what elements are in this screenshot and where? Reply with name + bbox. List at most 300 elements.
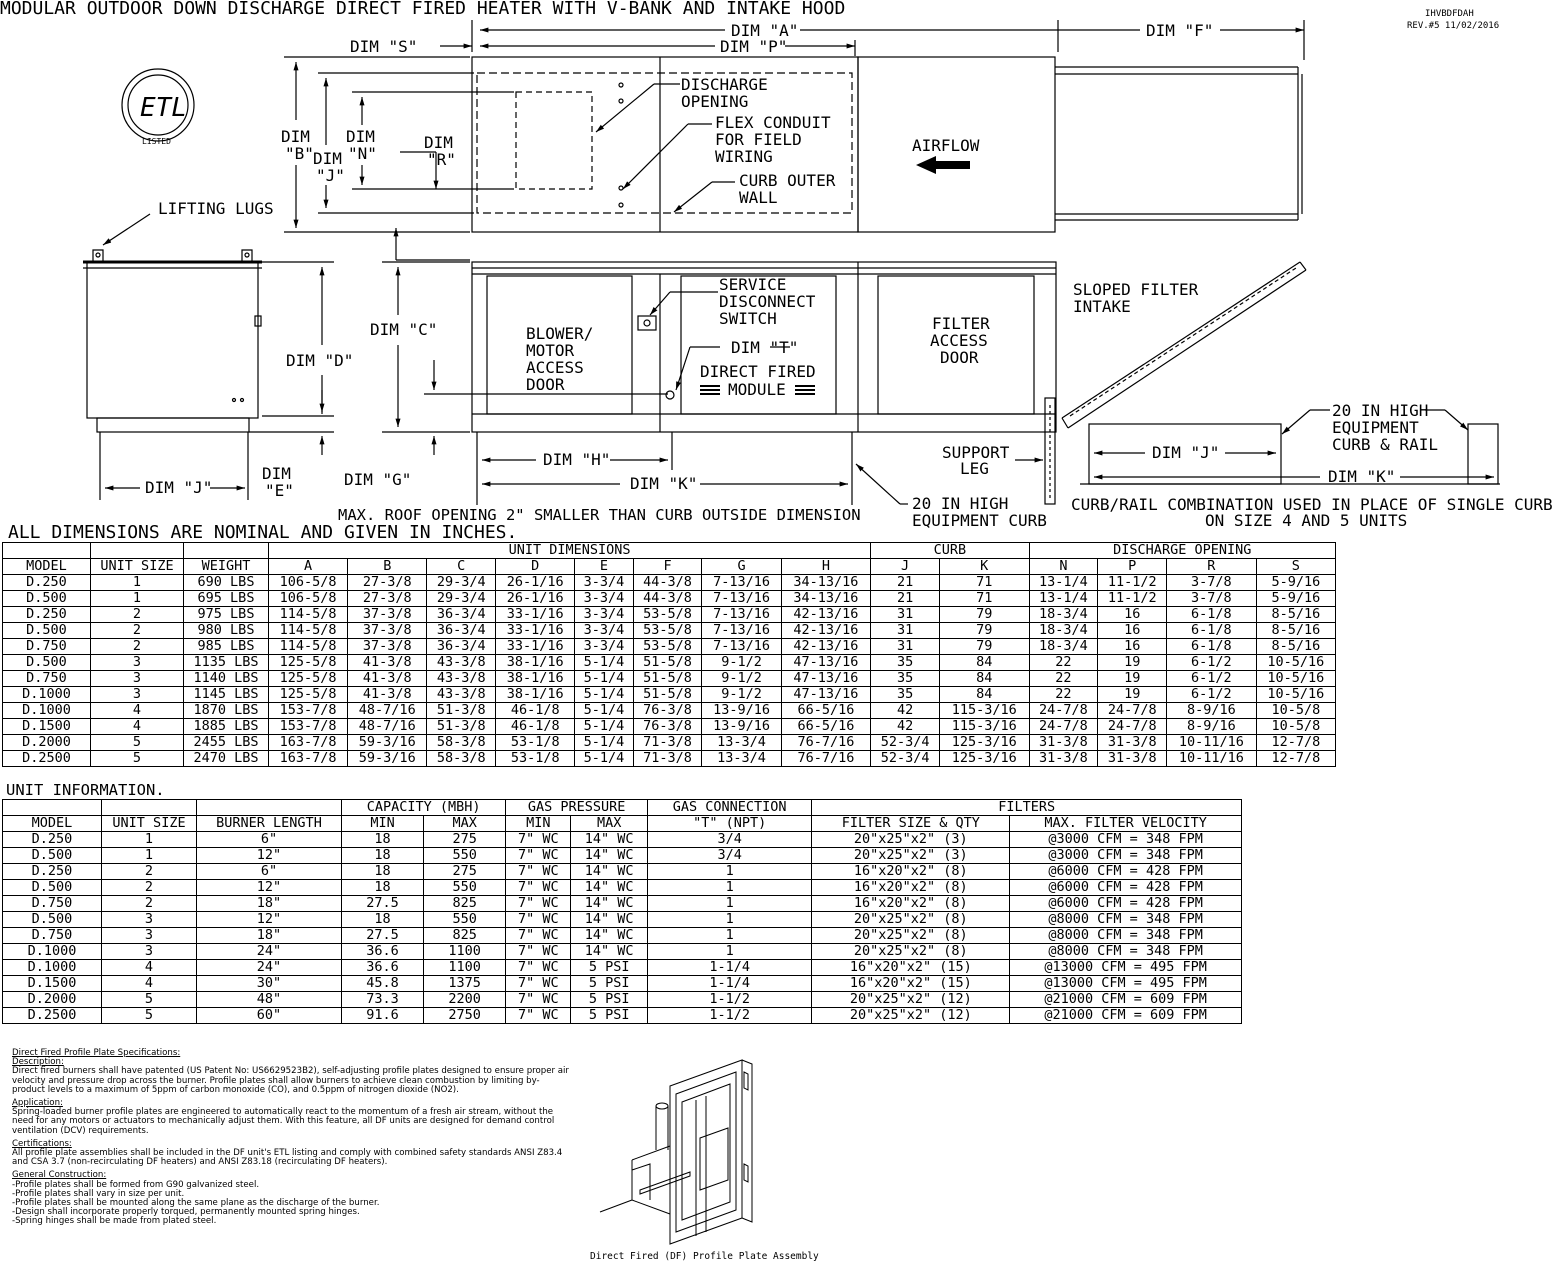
table-cell: 975 LBS (184, 607, 269, 623)
table-cell: 2 (102, 880, 197, 896)
table-cell: 3-3/4 (575, 639, 633, 655)
discharge-label-1: DISCHARGE (681, 75, 768, 94)
dim-f-label: DIM "F" (1146, 21, 1214, 40)
table-cell: 20"x25"x2" (8) (812, 944, 1010, 960)
table-row (3, 896, 1242, 912)
table-cell: D.1000 (3, 944, 102, 960)
table-row (3, 719, 1336, 735)
table-cell: 1-1/4 (648, 960, 812, 976)
table-cell: 7-13/16 (702, 639, 781, 655)
filters-header: FILTERS (812, 800, 1242, 816)
table-header-row (3, 559, 1336, 575)
construction-item: -Profile plates shall be mounted along the same plane as the discharge of the burner. (12, 1198, 380, 1209)
table-row (3, 976, 1242, 992)
table-cell: 47-13/16 (781, 687, 871, 703)
table-cell: 1135 LBS (184, 655, 269, 671)
table-cell: 59-3/16 (348, 735, 427, 751)
table-cell: 18-3/4 (1029, 623, 1098, 639)
table-cell: 16"x20"x2" (8) (812, 864, 1010, 880)
table-cell: 1870 LBS (184, 703, 269, 719)
table-cell: 7" WC (506, 976, 571, 992)
table-cell: 18 (342, 912, 424, 928)
table-cell: 8-9/16 (1167, 703, 1257, 719)
table-cell: D.500 (3, 880, 102, 896)
table-row (3, 848, 1242, 864)
table-cell: 12-7/8 (1256, 751, 1335, 767)
table-cell: 275 (424, 864, 506, 880)
table-cell: 18 (342, 864, 424, 880)
description-text: Direct fired burners shall have patented (US Patent No: US6629523B2), self-adjusting profile plates designed to ensure proper air velocity and pressure drop across the burner. Profile plates shall allow burners to achieve clean combustion by limiting by-product levels to a maximum of 5ppm of carbon monoxide (CO), and 0.5ppm of nitrogen dioxide (NO2). (12, 1066, 569, 1095)
construction-heading: General Construction: (12, 1170, 107, 1181)
table-cell: @6000 CFM = 428 FPM (1010, 896, 1242, 912)
table-cell: 10-11/16 (1167, 735, 1257, 751)
table-cell: 46-1/8 (496, 703, 575, 719)
table-cell: 52-3/4 (871, 751, 940, 767)
table-cell: D.750 (3, 671, 91, 687)
table-cell: 1100 (424, 960, 506, 976)
nominal-note: ALL DIMENSIONS ARE NOMINAL AND GIVEN IN INCHES. (8, 522, 518, 543)
table-cell: 37-3/8 (348, 623, 427, 639)
table-cell: 41-3/8 (348, 687, 427, 703)
table-row (3, 623, 1336, 639)
table-cell: 59-3/16 (348, 751, 427, 767)
table-cell: 3 (102, 928, 197, 944)
table-cell: 7" WC (506, 864, 571, 880)
table-cell: 31-3/8 (1098, 735, 1167, 751)
table-row (3, 928, 1242, 944)
table-cell: 1 (648, 864, 812, 880)
table-cell: 1-1/4 (648, 976, 812, 992)
df-module-label-1: DIRECT FIRED (700, 362, 816, 381)
table-cell: 5-1/4 (575, 655, 633, 671)
table-cell: 34-13/16 (781, 575, 871, 591)
table-cell: 24" (197, 944, 342, 960)
gas-connection-header: GAS CONNECTION (648, 800, 812, 816)
service-label-2: DISCONNECT (719, 292, 816, 311)
table-cell: 36-3/4 (427, 607, 496, 623)
table-cell: 3-3/4 (575, 591, 633, 607)
table-cell: 31-3/8 (1098, 751, 1167, 767)
table-cell: 163-7/8 (269, 751, 348, 767)
table-cell: @3000 CFM = 348 FPM (1010, 848, 1242, 864)
table-cell: 71-3/8 (633, 751, 702, 767)
table-cell: 125-5/8 (269, 671, 348, 687)
table-cell: 8-5/16 (1256, 623, 1335, 639)
table-cell: 73.3 (342, 992, 424, 1008)
curb-rail-note-1: CURB/RAIL COMBINATION USED IN PLACE OF SINGLE CURB (1071, 495, 1553, 514)
table-cell: 7-13/16 (702, 607, 781, 623)
table-cell: 4 (91, 719, 184, 735)
table-cell: 7" WC (506, 896, 571, 912)
table-row (3, 880, 1242, 896)
table-cell: 36.6 (342, 960, 424, 976)
table-cell: 14" WC (571, 848, 648, 864)
table-cell: 20"x25"x2" (12) (812, 992, 1010, 1008)
construction-item: -Profile plates shall be formed from G90 galvanized steel. (12, 1179, 260, 1190)
table-cell: 14" WC (571, 928, 648, 944)
table-cell: 5 PSI (571, 976, 648, 992)
table-cell: 550 (424, 848, 506, 864)
table-cell: 38-1/16 (496, 671, 575, 687)
application-heading: Application: (12, 1098, 63, 1109)
table-cell: 76-7/16 (781, 735, 871, 751)
svg-text:ETL: ETL (140, 93, 187, 123)
certifications-heading: Certifications: (12, 1138, 72, 1149)
table-row (3, 992, 1242, 1008)
table-cell: 58-3/8 (427, 751, 496, 767)
certifications-text: All profile plate assemblies shall be included in the DF unit's ETL listing and comply with combined safety standards ANSI Z83.4 and CSA 3.7 (non-recirculating DF heaters) and ANSI Z83.18 (recirculating DF heaters). (12, 1148, 563, 1168)
table-cell: 5-1/4 (575, 735, 633, 751)
table-cell: 20"x25"x2" (8) (812, 928, 1010, 944)
column-header: MAX. FILTER VELOCITY (1010, 816, 1242, 832)
column-header: S (1256, 559, 1335, 575)
table-cell: 30" (197, 976, 342, 992)
filter-door-label-3: DOOR (940, 348, 979, 367)
table-cell: 3 (91, 655, 184, 671)
table-cell: 18-3/4 (1029, 639, 1098, 655)
table-cell: 29-3/4 (427, 591, 496, 607)
column-header: R (1167, 559, 1257, 575)
flex-label-2: FOR FIELD (715, 130, 802, 149)
table-cell: D.2500 (3, 751, 91, 767)
table-cell: @8000 CFM = 348 FPM (1010, 912, 1242, 928)
table-cell: 43-3/8 (427, 671, 496, 687)
table-cell: 53-5/8 (633, 607, 702, 623)
column-header: C (427, 559, 496, 575)
table-cell: 1 (102, 848, 197, 864)
table-cell: 8-5/16 (1256, 607, 1335, 623)
table-cell: 5 PSI (571, 1008, 648, 1024)
table-cell: 36-3/4 (427, 623, 496, 639)
table-cell: 36.6 (342, 944, 424, 960)
table-cell: 3-7/8 (1167, 591, 1257, 607)
table-cell: 16"x20"x2" (15) (812, 976, 1010, 992)
table-cell: 7" WC (506, 832, 571, 848)
table-cell: D.500 (3, 623, 91, 639)
table-cell: 22 (1029, 687, 1098, 703)
table-cell: 9-1/2 (702, 655, 781, 671)
table-cell: D.250 (3, 864, 102, 880)
dim-d-label: DIM "D" (286, 351, 354, 370)
table-cell: 16"x20"x2" (8) (812, 896, 1010, 912)
table-cell: 91.6 (342, 1008, 424, 1024)
table-cell: 24-7/8 (1098, 719, 1167, 735)
table-cell: 45.8 (342, 976, 424, 992)
unit-info-heading: UNIT INFORMATION. (6, 781, 165, 799)
table-cell: 3/4 (648, 848, 812, 864)
dim-j-label-1: DIM (313, 149, 342, 168)
table-cell: 51-3/8 (427, 719, 496, 735)
table-cell: 2470 LBS (184, 751, 269, 767)
column-header: P (1098, 559, 1167, 575)
table-cell: D.250 (3, 832, 102, 848)
table-cell: 41-3/8 (348, 655, 427, 671)
flex-label-1: FLEX CONDUIT (715, 113, 831, 132)
table-cell: 1-1/2 (648, 1008, 812, 1024)
table-cell: 3 (102, 944, 197, 960)
table-cell: 10-5/16 (1256, 687, 1335, 703)
table-cell: 7" WC (506, 880, 571, 896)
table-cell: 16 (1098, 639, 1167, 655)
table-cell: 825 (424, 928, 506, 944)
table-row (3, 607, 1336, 623)
table-cell: 51-5/8 (633, 687, 702, 703)
table-cell: 44-3/8 (633, 575, 702, 591)
plan-view (472, 57, 1302, 232)
curb-outer-label-2: WALL (739, 188, 778, 207)
table-cell: 79 (939, 607, 1029, 623)
table-cell: 51-5/8 (633, 655, 702, 671)
table-cell: 27-3/8 (348, 575, 427, 591)
dim-g-label: DIM "G" (344, 470, 412, 489)
column-header: G (702, 559, 781, 575)
table-cell: 76-3/8 (633, 703, 702, 719)
table-cell: 2 (102, 896, 197, 912)
table-cell: 5 (102, 1008, 197, 1024)
table-cell: 106-5/8 (269, 591, 348, 607)
table-cell: 10-5/8 (1256, 719, 1335, 735)
table-cell: 76-3/8 (633, 719, 702, 735)
table-cell: 2750 (424, 1008, 506, 1024)
table-cell: 58-3/8 (427, 735, 496, 751)
table-cell: 14" WC (571, 864, 648, 880)
table-cell: 53-1/8 (496, 751, 575, 767)
table-cell: 2 (102, 864, 197, 880)
dim-p-label: DIM "P" (720, 37, 788, 56)
table-cell: 14" WC (571, 832, 648, 848)
table-cell: 71 (939, 575, 1029, 591)
table-cell: @8000 CFM = 348 FPM (1010, 944, 1242, 960)
table-cell: 4 (102, 960, 197, 976)
table-cell: 66-5/16 (781, 719, 871, 735)
table-cell: 13-1/4 (1029, 591, 1098, 607)
table-cell: 27-3/8 (348, 591, 427, 607)
table-cell: 71-3/8 (633, 735, 702, 751)
column-header: N (1029, 559, 1098, 575)
table-cell: 53-1/8 (496, 735, 575, 751)
column-header: MIN (342, 816, 424, 832)
description-heading: Description: (12, 1057, 64, 1068)
table-cell: D.500 (3, 655, 91, 671)
table-cell: 27.5 (342, 928, 424, 944)
table-row (3, 960, 1242, 976)
table-cell: 1 (648, 896, 812, 912)
table-row (3, 912, 1242, 928)
table-cell: 14" WC (571, 896, 648, 912)
table-cell: 1 (91, 575, 184, 591)
table-cell: 14" WC (571, 944, 648, 960)
table-cell: 48" (197, 992, 342, 1008)
table-cell: 35 (871, 655, 940, 671)
table-cell: 71 (939, 591, 1029, 607)
table-cell: 1 (648, 928, 812, 944)
construction-item: -Design shall incorporate properly torqued, permanently mounted spring hinges. (12, 1207, 360, 1218)
construction-item: -Profile plates shall vary in size per unit. (12, 1188, 185, 1199)
table-row (3, 735, 1336, 751)
table-cell: 43-3/8 (427, 655, 496, 671)
blower-label-1: BLOWER/ (526, 324, 594, 343)
table-cell: 2 (91, 623, 184, 639)
table-cell: 13-3/4 (702, 735, 781, 751)
table-row (3, 575, 1336, 591)
filter-door-label-1: FILTER (932, 314, 990, 333)
table-cell: 690 LBS (184, 575, 269, 591)
table-row (3, 591, 1336, 607)
table-cell: 42-13/16 (781, 623, 871, 639)
table-cell: 47-13/16 (781, 671, 871, 687)
column-header: K (939, 559, 1029, 575)
df-module-label-2: MODULE (728, 380, 786, 399)
table-cell: 16"x20"x2" (15) (812, 960, 1010, 976)
rail-label-3: CURB & RAIL (1332, 435, 1438, 454)
table-cell: 8-9/16 (1167, 719, 1257, 735)
column-header: B (348, 559, 427, 575)
table-cell: 5 (102, 992, 197, 1008)
table-cell: 7-13/16 (702, 591, 781, 607)
table-cell: 34-13/16 (781, 591, 871, 607)
table-cell: 18 (342, 832, 424, 848)
table-header-row (3, 816, 1242, 832)
table-cell: 980 LBS (184, 623, 269, 639)
table-cell: D.750 (3, 639, 91, 655)
table-cell: 37-3/8 (348, 639, 427, 655)
table-cell: 42-13/16 (781, 607, 871, 623)
table-cell: 125-5/8 (269, 655, 348, 671)
table-cell: 1 (91, 591, 184, 607)
table-cell: 21 (871, 575, 940, 591)
max-roof-note: MAX. ROOF OPENING 2" SMALLER THAN CURB OUTSIDE DIMENSION (338, 506, 861, 524)
rail-label-1: 20 IN HIGH (1332, 401, 1429, 420)
table-cell: D.2000 (3, 735, 91, 751)
table-cell: 4 (102, 976, 197, 992)
sloped-label-2: INTAKE (1073, 297, 1131, 316)
table-cell: 1 (648, 912, 812, 928)
application-text: Spring-loaded burner profile plates are engineered to automatically react to the momentum of a fresh air stream, without the need for any motors or actuators to mechanically adjust them. With this feature, all DF units are designed for demand control ventilation (DCV) requirements. (12, 1107, 555, 1136)
table-cell: 24" (197, 960, 342, 976)
table-cell: 1-1/2 (648, 992, 812, 1008)
table-cell: 163-7/8 (269, 735, 348, 751)
table-cell: 42-13/16 (781, 639, 871, 655)
table-cell: 13-1/4 (1029, 575, 1098, 591)
table-cell: 106-5/8 (269, 575, 348, 591)
table-cell: 13-3/4 (702, 751, 781, 767)
column-header: H (781, 559, 871, 575)
table-cell: 84 (939, 671, 1029, 687)
table-cell: 125-5/8 (269, 687, 348, 703)
table-cell: 1 (648, 880, 812, 896)
column-header: A (269, 559, 348, 575)
dim-c-label: DIM "C" (370, 320, 438, 339)
table-cell: 5-9/16 (1256, 575, 1335, 591)
table-cell: 21 (871, 591, 940, 607)
table-cell: 6-1/8 (1167, 607, 1257, 623)
table-cell: D.2000 (3, 992, 102, 1008)
table-cell: 12" (197, 912, 342, 928)
table-cell: 275 (424, 832, 506, 848)
column-header: MODEL (3, 559, 91, 575)
rail-dim-j-label: DIM "J" (1152, 443, 1220, 462)
column-header: UNIT SIZE (102, 816, 197, 832)
table-cell: D.750 (3, 896, 102, 912)
table-cell: 60" (197, 1008, 342, 1024)
dim-h-label: DIM "H" (543, 450, 611, 469)
table-cell: 36-3/4 (427, 639, 496, 655)
column-header: MAX (424, 816, 506, 832)
column-header: E (575, 559, 633, 575)
table-cell: 12-7/8 (1256, 735, 1335, 751)
table-cell: @3000 CFM = 348 FPM (1010, 832, 1242, 848)
table-cell: 31 (871, 639, 940, 655)
curb-rail-note-2: ON SIZE 4 AND 5 UNITS (1205, 511, 1408, 530)
profile-plate-specifications (12, 1049, 572, 1227)
table-cell: 10-5/8 (1256, 703, 1335, 719)
table-cell: 10-11/16 (1167, 751, 1257, 767)
doc-code: IHVBDFDAH (1425, 9, 1474, 19)
table-cell: 6-1/2 (1167, 687, 1257, 703)
table-cell: 7-13/16 (702, 623, 781, 639)
service-label-1: SERVICE (719, 275, 787, 294)
notes-title: Direct Fired Profile Plate Specifications: (12, 1048, 181, 1058)
dim-e-label-1: DIM (262, 464, 291, 483)
table-cell: 7" WC (506, 848, 571, 864)
table-cell: 825 (424, 896, 506, 912)
table-row (3, 832, 1242, 848)
dim-e-label-2: "E" (265, 481, 294, 500)
table-cell: 5-1/4 (575, 719, 633, 735)
table-cell: D.500 (3, 848, 102, 864)
column-header: J (871, 559, 940, 575)
support-leg-label-2: LEG (960, 459, 989, 478)
table-cell: 1 (648, 944, 812, 960)
table-cell: 7" WC (506, 912, 571, 928)
table-cell: 125-3/16 (939, 751, 1029, 767)
column-header: "T" (NPT) (648, 816, 812, 832)
dim-b-label-2: "B" (285, 144, 314, 163)
table-cell: 84 (939, 687, 1029, 703)
table-cell: 1140 LBS (184, 671, 269, 687)
table-cell: D.500 (3, 591, 91, 607)
table-cell: 8-5/16 (1256, 639, 1335, 655)
column-header: BURNER LENGTH (197, 816, 342, 832)
table-cell: 27.5 (342, 896, 424, 912)
table-cell: 44-3/8 (633, 591, 702, 607)
drawing-title: MODULAR OUTDOOR DOWN DISCHARGE DIRECT FIRED HEATER WITH V-BANK AND INTAKE HOOD (0, 0, 846, 19)
gas-pressure-header: GAS PRESSURE (506, 800, 648, 816)
table-cell: 1100 (424, 944, 506, 960)
table-row (3, 639, 1336, 655)
airflow-label: AIRFLOW (912, 136, 980, 155)
column-header: D (496, 559, 575, 575)
support-leg-label-1: SUPPORT (942, 443, 1010, 462)
table-cell: 66-5/16 (781, 703, 871, 719)
table-cell: 31 (871, 607, 940, 623)
table-cell: 10-5/16 (1256, 655, 1335, 671)
table-cell: 6" (197, 864, 342, 880)
dim-r-label-2: "R" (427, 150, 456, 169)
column-header: MODEL (3, 816, 102, 832)
table-cell: 12" (197, 880, 342, 896)
dim-j-label-2: "J" (316, 166, 345, 185)
table-cell: 22 (1029, 655, 1098, 671)
table-cell: 14" WC (571, 880, 648, 896)
dim-t-label: DIM "T" (731, 338, 799, 357)
table-cell: 9-1/2 (702, 671, 781, 687)
table-cell: 2455 LBS (184, 735, 269, 751)
construction-item: -Spring hinges shall be made from plated steel. (12, 1216, 217, 1227)
table-cell: 38-1/16 (496, 687, 575, 703)
table-cell: 6-1/8 (1167, 639, 1257, 655)
dim-b-label-1: DIM (281, 127, 310, 146)
